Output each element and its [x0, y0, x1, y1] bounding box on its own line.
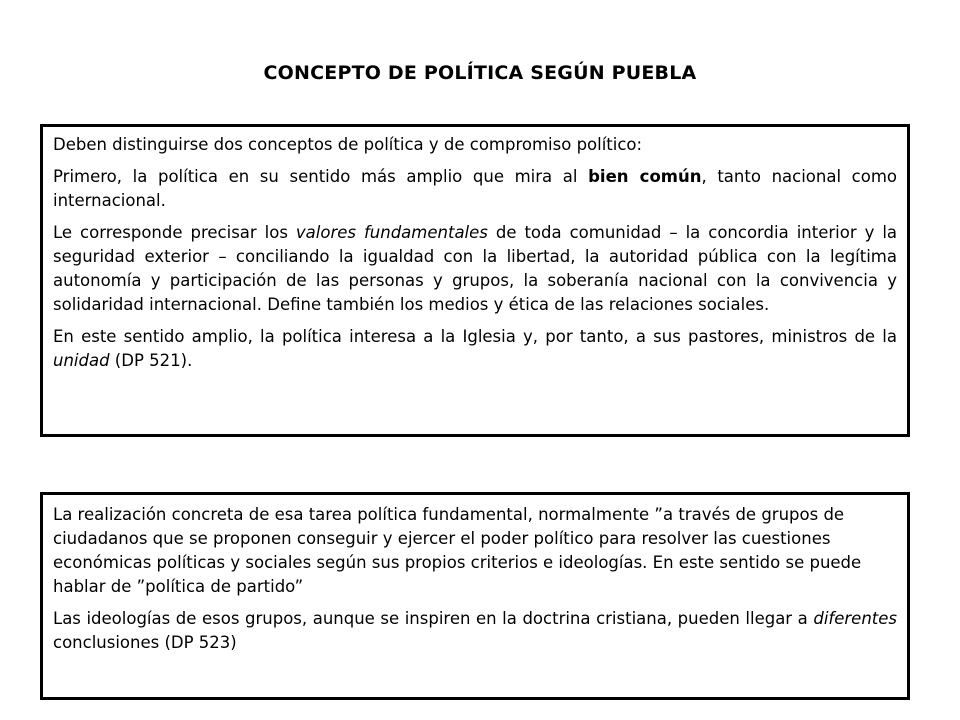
values-text-end: de toda comunidad – la concordia interior y la seguridad exterior – conciliando la igualdad con la libertad, la autoridad pública con la legítima autonomía y participación de las personas y grupos, la soberanía nacional con la convivencia y solidaridad internacional. Define también los medios y ética de las relaciones sociales. [53, 223, 898, 314]
unidad-emphasis: unidad [53, 351, 110, 370]
party-politics-paragraph: La realización concreta de esa tarea política fundamental, normalmente ”a través de grupos de ciudadanos que se proponen conseguir y ejercer el poder político para resolver las cuestiones económicas políticas y sociales según sus propios criterios e ideologías. En este sentido se puede hablar de ”política de partido” [53, 505, 862, 596]
church-interest-paragraph [53, 325, 897, 373]
bien-comun-emphasis: bien común [588, 167, 702, 186]
church-interest-text-end: (DP 521). [109, 351, 193, 370]
church-interest-text-start: En este sentido amplio, la política interesa a la Iglesia y, por tanto, a sus pastores, ministros de la [53, 327, 897, 346]
valores-fundamentales-emphasis: valores fundamentales [295, 223, 488, 242]
first-concept-text-end: , tanto nacional como internacional. [53, 167, 898, 210]
page-title: CONCEPTO DE POLÍTICA SEGÚN PUEBLA [263, 62, 697, 84]
diferentes-emphasis: diferentes [813, 609, 897, 628]
first-concept-paragraph [53, 165, 897, 213]
definition-box-party-politics [40, 492, 910, 700]
ideologies-text-start: Las ideologías de esos grupos, aunque se inspiren en la doctrina cristiana, pueden llegar a [53, 609, 814, 628]
values-paragraph [53, 221, 897, 317]
ideologies-paragraph [53, 607, 897, 655]
definition-box-broad-politics [40, 124, 910, 437]
intro-paragraph: Deben distinguirse dos conceptos de política y de compromiso político: [53, 135, 643, 154]
values-text-start: Le corresponde precisar los [53, 223, 296, 242]
first-concept-text-start: Primero, la política en su sentido más amplio que mira al [53, 167, 589, 186]
ideologies-text-end: conclusiones (DP 523) [53, 633, 237, 652]
